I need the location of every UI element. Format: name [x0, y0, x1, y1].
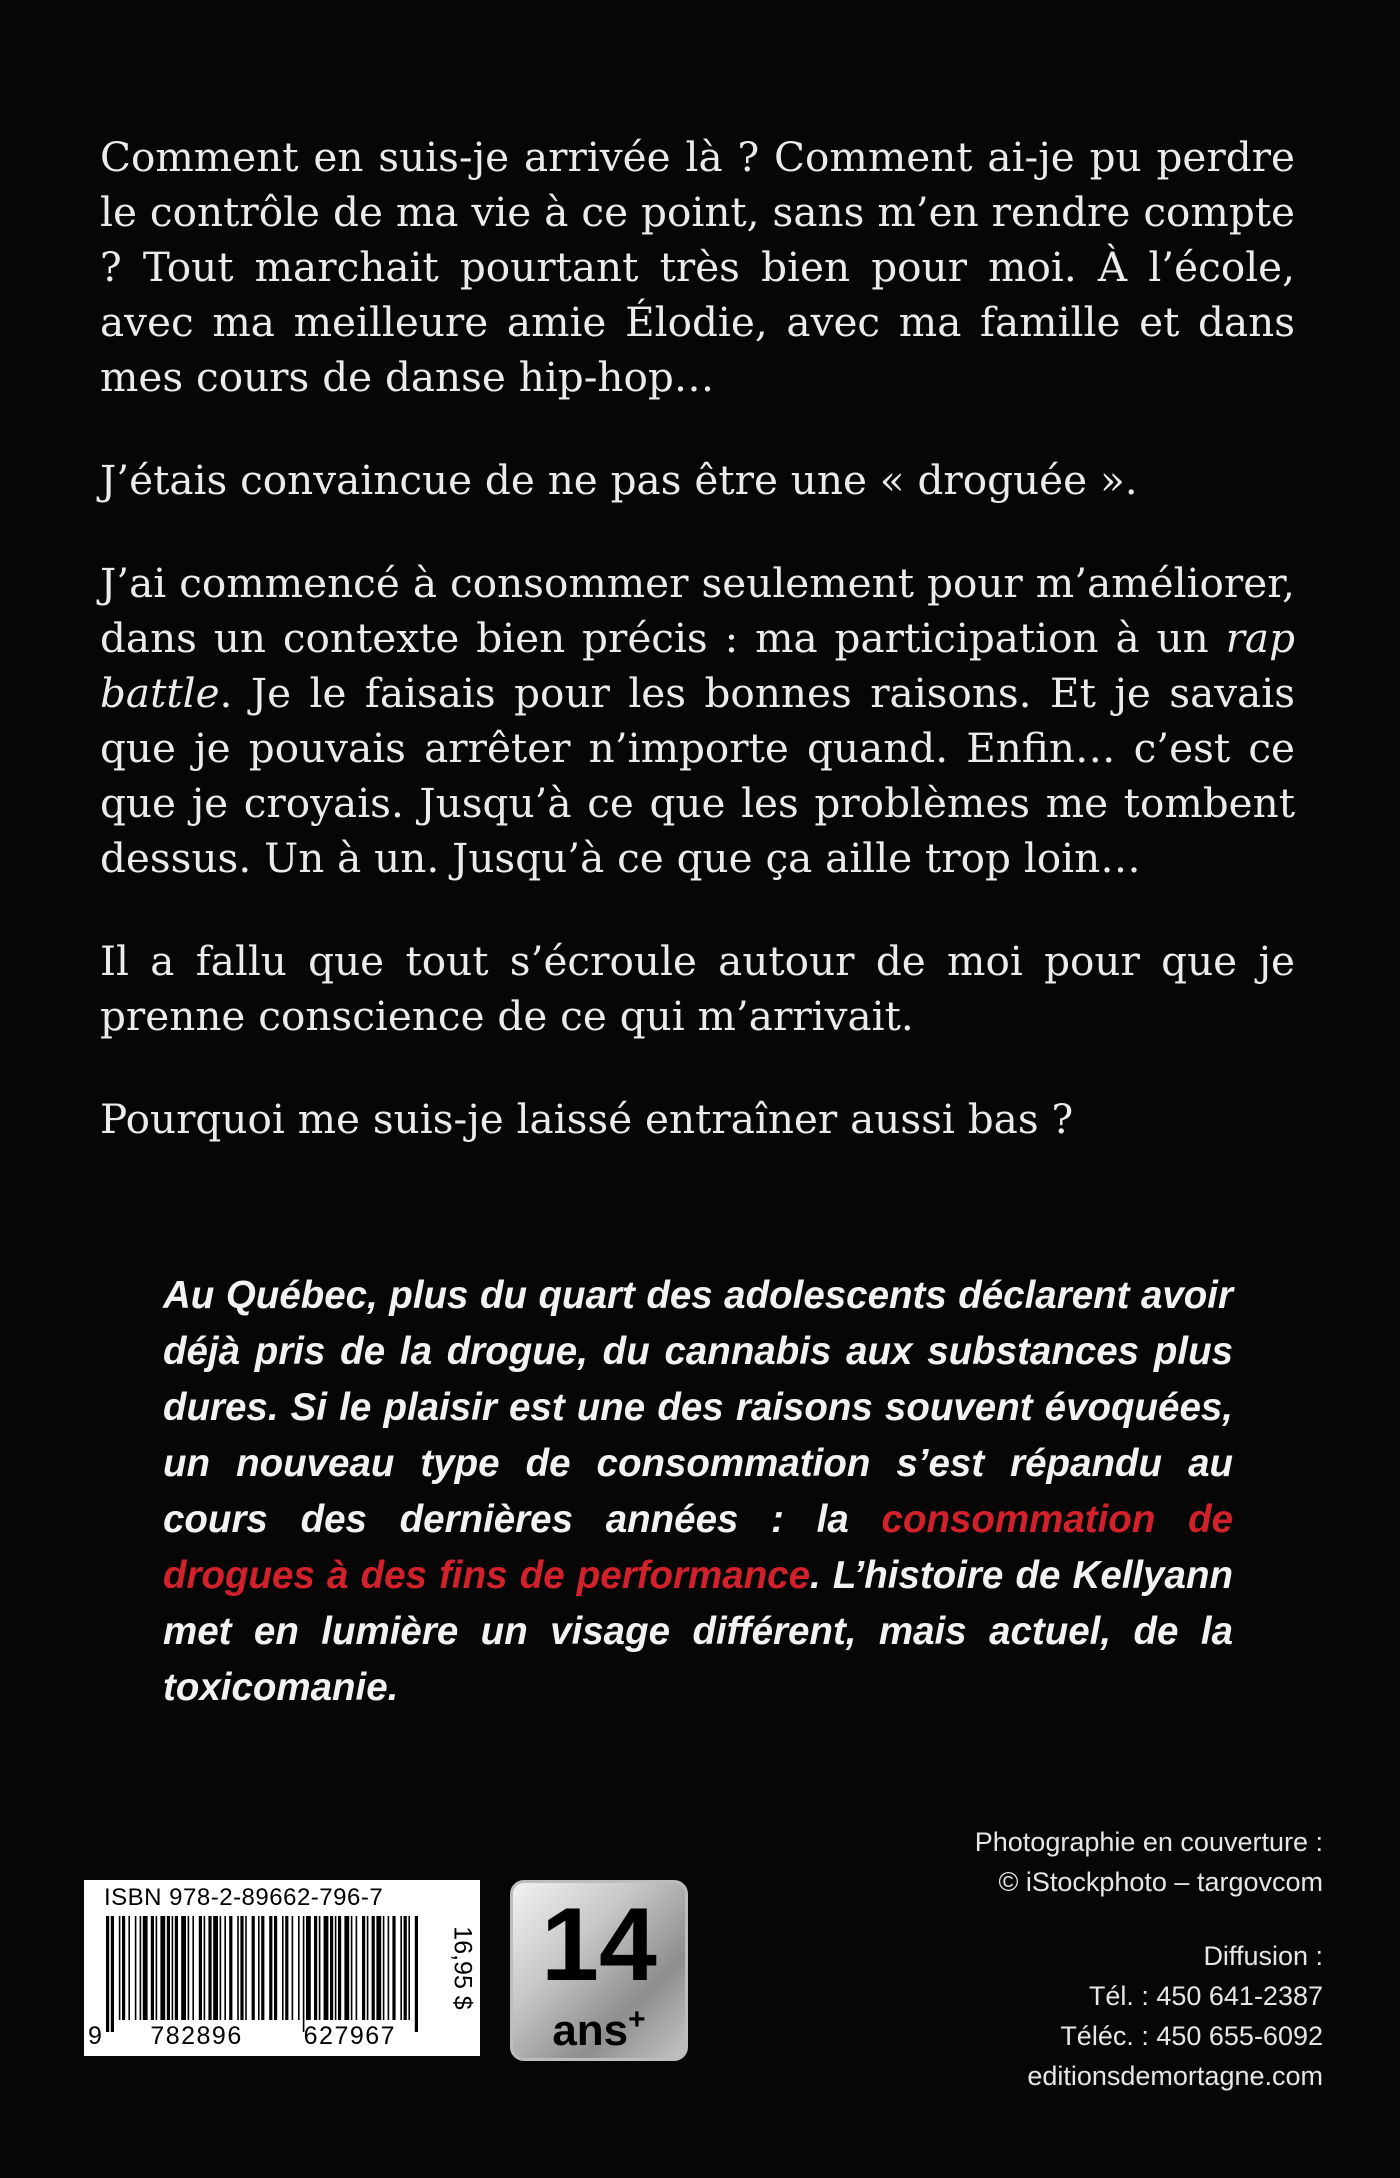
- distribution-label: Diffusion :: [1203, 1941, 1323, 1971]
- story-paragraph-1: Comment en suis-je arrivée là ? Comment ai-je pu perdre le contrôle de ma vie à ce point, sans m’en rendre compte ? Tout marchait pourtant très bien pour moi. À l’école, avec ma meilleure amie Élodie, avec ma famille et dans mes cours de danse hip-hop…: [100, 133, 1295, 401]
- isbn-number: ISBN 978-2-89662-796-7: [104, 1884, 384, 1911]
- blurb-start: Au Québec, plus du quart des adolescents déclarent avoir déjà pris de la drogue, du cannabis aux substances plus dures. Si le plaisir est une des raisons souvent évoquées, un nouveau type de consommation s’est répandu au cours des dernières années : la: [163, 1274, 1233, 1541]
- barcode-digits: [88, 2022, 428, 2051]
- phone-number: Tél. : 450 641-2387: [1088, 1981, 1323, 2011]
- publisher-credits: [975, 1822, 1323, 2096]
- age-rating-unit-text: ans: [552, 2006, 629, 2055]
- barcode-icon: [98, 1916, 428, 2032]
- photo-credit-label: Photographie en couverture :: [974, 1827, 1323, 1857]
- story-paragraph-2: J’étais convaincue de ne pas être une « droguée ».: [100, 456, 1138, 504]
- publisher-website: editionsdemortagne.com: [1027, 2061, 1323, 2091]
- age-rating-badge: [510, 1880, 688, 2061]
- story-italic-term: rap battle: [100, 614, 1295, 717]
- blurb-highlight: consommation de drogues à des fins de performance: [163, 1498, 1233, 1597]
- story-paragraph-3-end: . Je le faisais pour les bonnes raisons. Et je savais que je pouvais arrêter n’importe quand. Enfin… c’est ce que je croyais. Jusqu’à ce que les problèmes me tombent dessus. Un à un. Jusqu’à ce que ça aille trop loin…: [100, 669, 1295, 882]
- blurb-end: . L’histoire de Kellyann met en lumière un visage différent, mais actuel, de la toxicomanie.: [163, 1554, 1233, 1709]
- story-paragraph-5: Pourquoi me suis-je laissé entraîner aussi bas ?: [100, 1095, 1074, 1143]
- age-rating-unit: [513, 1995, 685, 2056]
- barcode-digits-left: 782896: [150, 2022, 243, 2050]
- story-paragraph-3: [100, 556, 1295, 886]
- isbn-barcode-label: [84, 1880, 480, 2056]
- price-label: 16,95 $: [448, 1926, 477, 2010]
- blurb-paragraph: [163, 1268, 1233, 1716]
- story-paragraph-3-start: J’ai commencé à consommer seulement pour m’améliorer, dans un contexte bien précis : ma participation à un: [100, 559, 1295, 662]
- age-rating-number: 14: [541, 1887, 657, 2003]
- back-cover-story: [100, 130, 1295, 1147]
- fax-number: Téléc. : 450 655-6092: [1060, 2021, 1323, 2051]
- photo-credit: © iStockphoto – targovcom: [998, 1867, 1323, 1897]
- barcode-digits-right: 627967: [303, 2022, 397, 2050]
- barcode-digit-first: 9: [88, 2022, 104, 2050]
- story-paragraph-4: Il a fallu que tout s’écroule autour de moi pour que je prenne conscience de ce qui m’arrivait.: [100, 937, 1295, 1040]
- age-rating-plus: +: [628, 2003, 646, 2036]
